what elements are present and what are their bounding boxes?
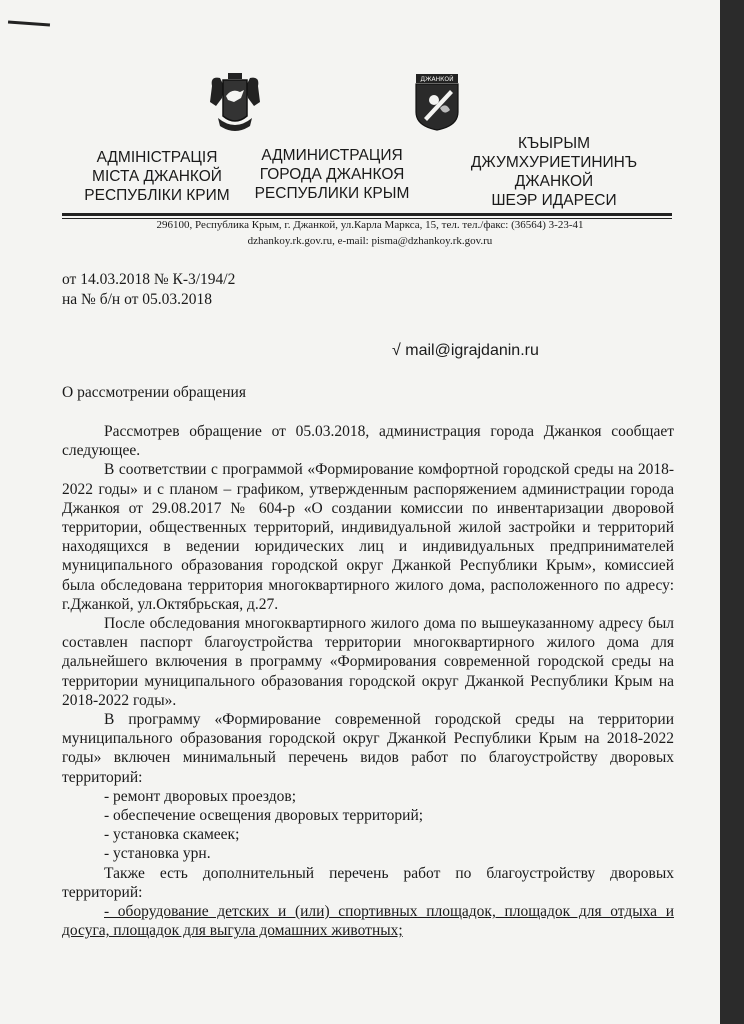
paragraph: Рассмотрев обращение от 05.03.2018, администрация города Джанкоя сообщает следующее.: [62, 423, 674, 460]
list-item: - установка скамеек;: [104, 826, 240, 844]
emblem-city-text: ДЖАНКОЙ: [420, 76, 454, 83]
paragraph: Также есть дополнительный перечень работ по благоустройству дворовых территорий:: [62, 864, 674, 901]
dzhankoy-coat-of-arms-icon: [414, 72, 460, 132]
org-name-russian: АДМИНИСТРАЦИЯ ГОРОДА ДЖАНКОЯ РЕСПУБЛИКИ КРЫМ: [254, 147, 410, 202]
list-item: - обеспечение освещения дворовых территорий;: [104, 807, 424, 825]
scan-mark: [8, 21, 50, 27]
list-item-underlined: - оборудование детских и (или) спортивных площадок, площадок для отдыха и досуга, площадок для выгула домашних животных;: [62, 903, 674, 940]
check-mark-icon: √: [392, 342, 401, 359]
org-name-crimean-tatar: КЪЫРЫМ ДЖУМХУРИЕТИНИНЪ ДЖАНКОЙ ШЕЭР ИДАРЕСИ: [470, 135, 638, 209]
incoming-reference: на № б/н от 05.03.2018: [62, 291, 213, 308]
header-rule-thick: [62, 213, 672, 216]
contacts-address: 296100, Республика Крым, г. Джанкой, ул.Карла Маркса, 15, тел. тел./факс: (36564) 3-23-41: [156, 219, 584, 231]
recipient-email: mail@igrajdanin.ru: [405, 342, 539, 359]
list-item: - установка урн.: [104, 845, 211, 863]
contacts-web-email: dzhankoy.rk.gov.ru, e-mail: pisma@dzhankoy.rk.gov.ru: [247, 235, 493, 247]
recipient: [392, 342, 539, 360]
scan-edge: [720, 0, 744, 1024]
paragraph: После обследования многоквартирного жилого дома по вышеуказанному адресу был составлен паспорт благоустройства территории многоквартирного жилого дома для дальнейшего включения в программу «Формирования современной городской среды на территории муниципального образования городской округ Джанкой Республики Крым на 2018-2022 годы».: [62, 615, 674, 709]
outgoing-number: от 14.03.2018 № К-3/194/2: [62, 271, 236, 288]
subject-line: О рассмотрении обращения: [62, 384, 246, 401]
letter-body: [62, 422, 674, 940]
paragraph: В программу «Формирование современной городской среды на территории муниципального образования городской округ Джанкой Республики Крым на 2018-2022 годы» включен минимальный перечень видов работ по благоустройству дворовых территорий:: [62, 711, 674, 786]
paragraph: В соответствии с программой «Формирование комфортной городской среды на 2018-2022 годы» и с планом – графиком, утвержденным распоряжением администрации города Джанкоя от 29.08.2017 № 604-р «О создании комиссии по инвентаризации дворовой территории, общественных территорий, индивидуальной жилой застройки и территорий находящихся в ведении юридических лиц и индивидуальных предпринимателей муниципального образования городской округ Джанкой Республики Крым», комиссией была обследована территория многоквартирного жилого дома, расположенного по адресу: г.Джанкой, ул.Октябрьская, д.27.: [62, 461, 674, 613]
crimea-coat-of-arms-icon: [206, 72, 264, 142]
org-name-ukrainian: АДМІНІСТРАЦІЯ МІСТА ДЖАНКОЙ РЕСПУБЛІКИ КРИМ: [84, 149, 230, 204]
list-item: - ремонт дворовых проездов;: [104, 787, 297, 805]
